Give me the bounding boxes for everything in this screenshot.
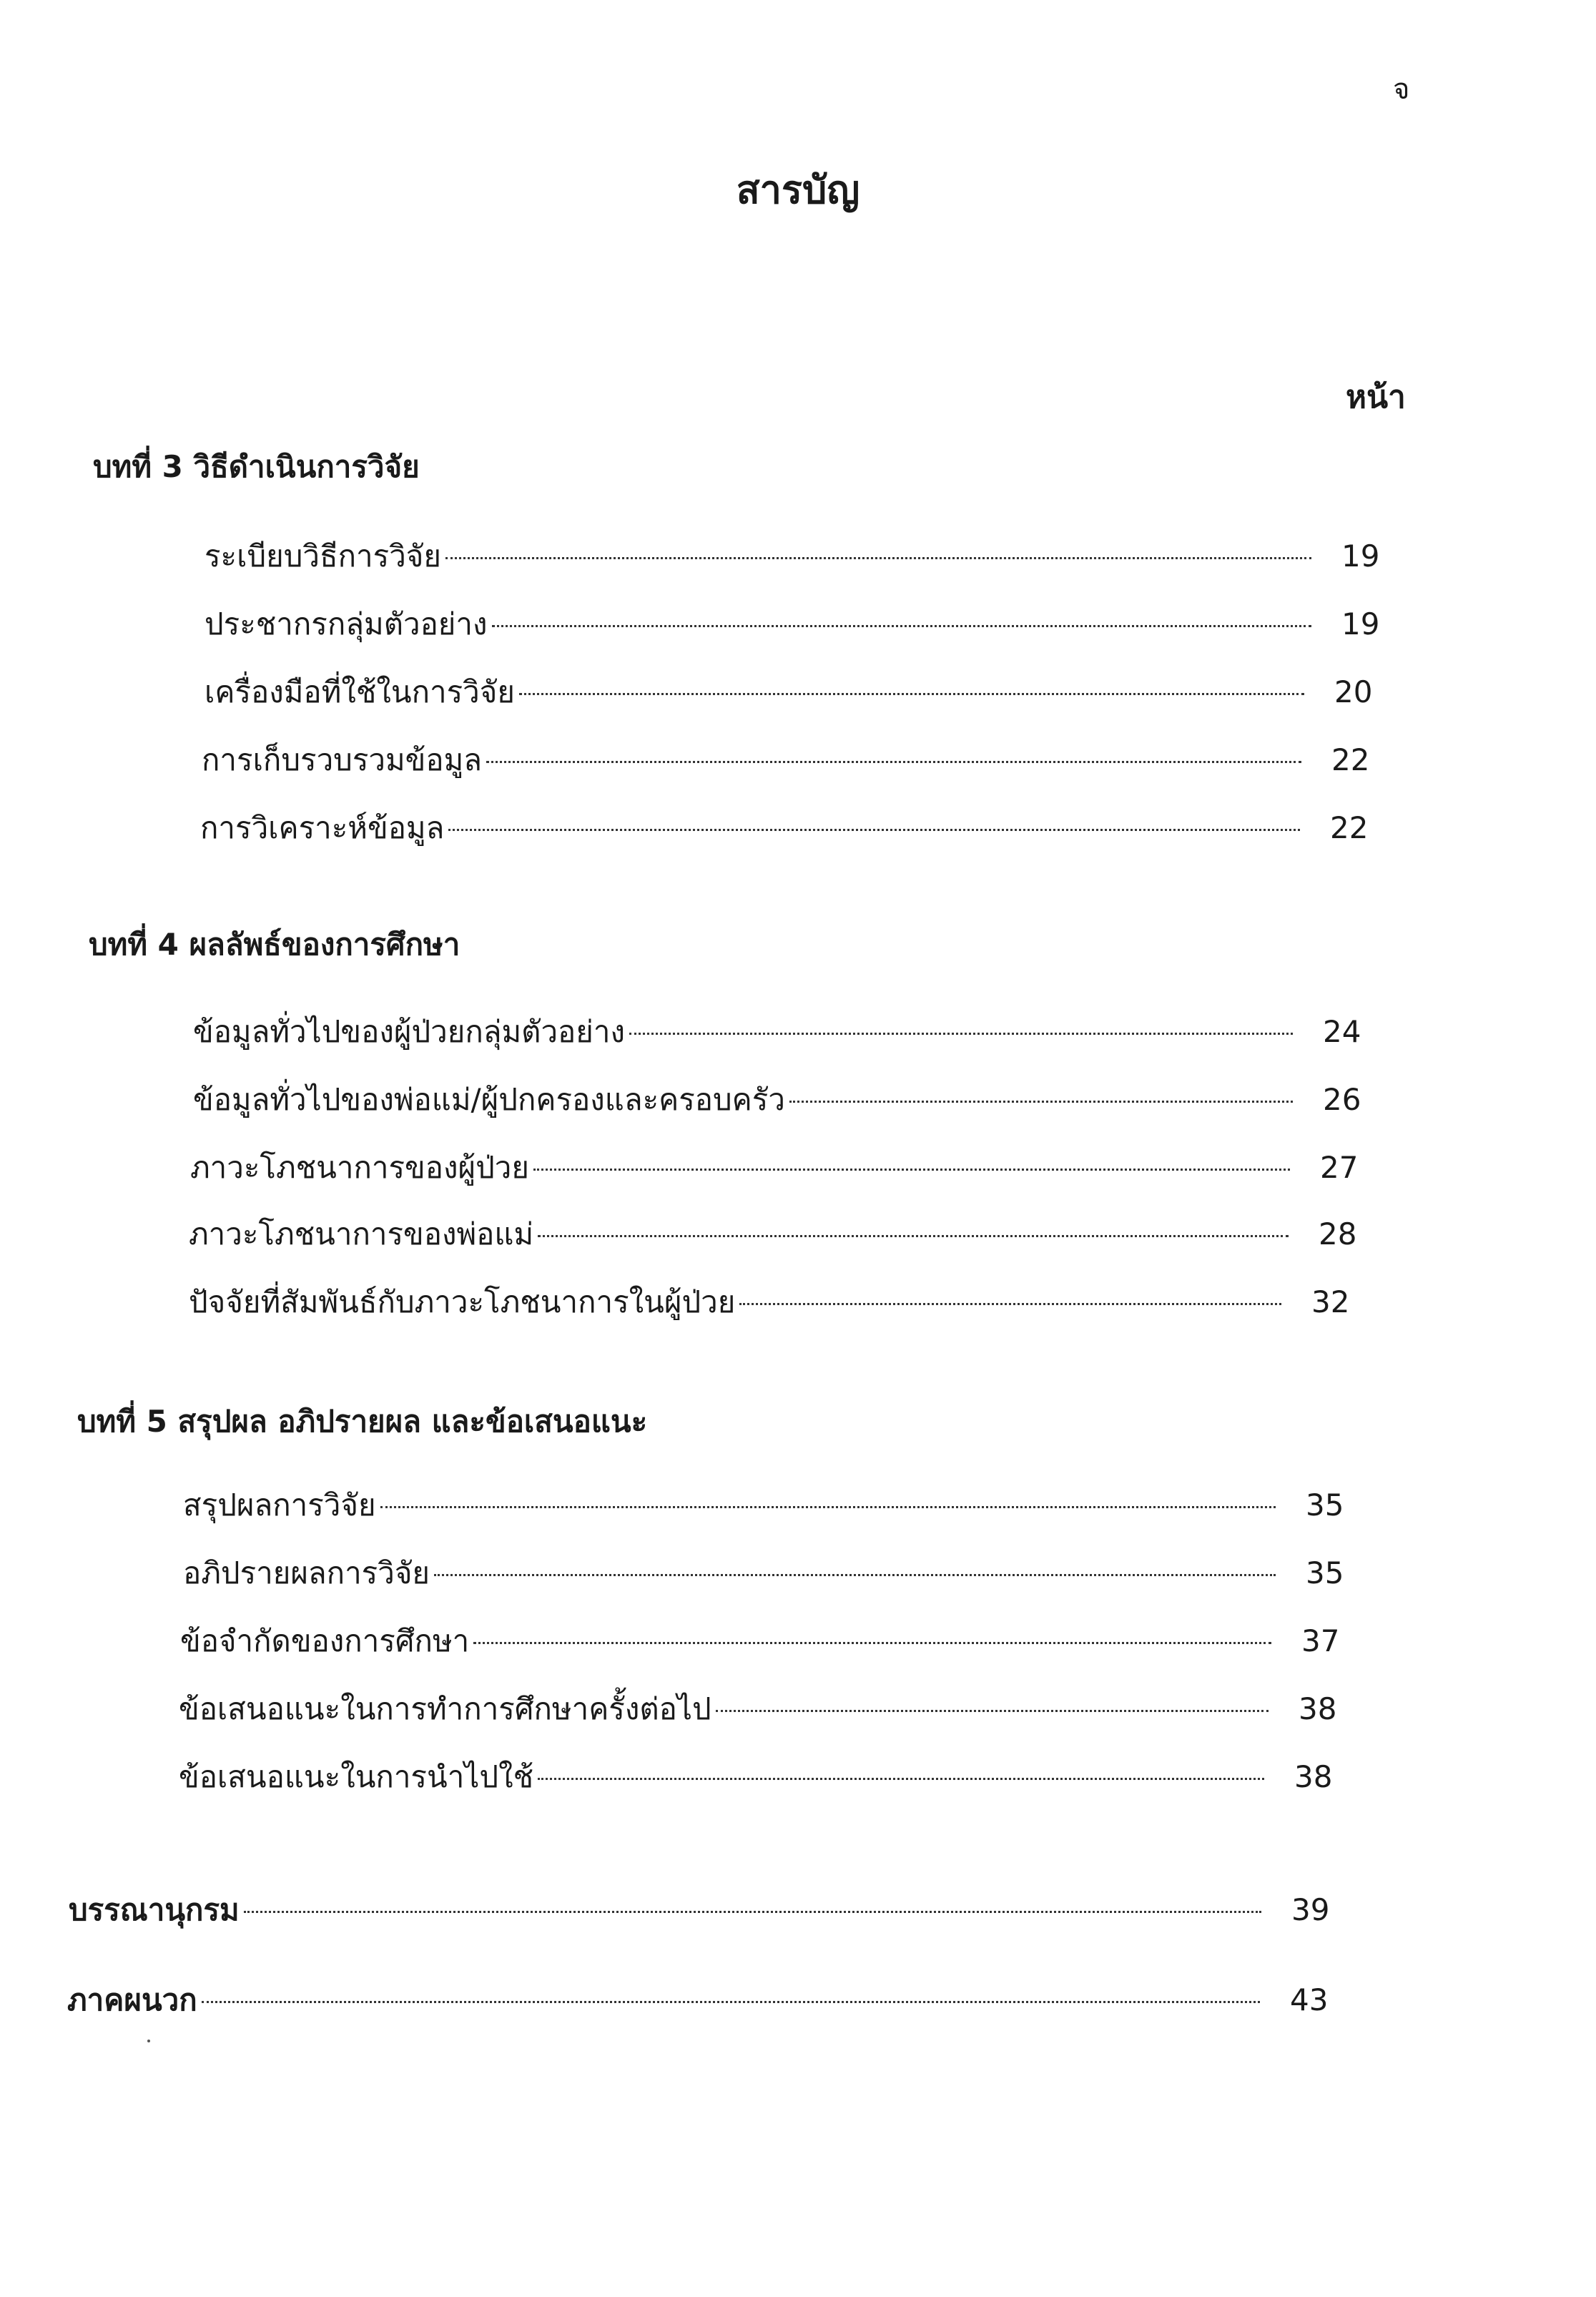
toc-entry-appendix[interactable]	[67, 1977, 1340, 2020]
toc-entry[interactable]	[183, 1482, 1356, 1525]
toc-entry-page: 38	[1294, 1759, 1333, 1794]
toc-entry-label: ภาวะโภชนาการของผู้ป่วย	[190, 1150, 529, 1185]
toc-entry[interactable]	[183, 1550, 1356, 1593]
toc-entry-label: ปัจจัยที่สัมพันธ์กับภาวะโภชนาการในผู้ป่วย	[189, 1284, 736, 1319]
dot-leader	[486, 761, 1301, 763]
page-column-header: หน้า	[1346, 379, 1406, 415]
dot-leader	[538, 1778, 1264, 1780]
toc-entry[interactable]	[190, 1144, 1370, 1187]
toc-entry[interactable]	[180, 1618, 1351, 1661]
toc-entry[interactable]	[205, 669, 1384, 712]
toc-entry-page: 19	[1341, 538, 1380, 574]
toc-entry-label: ข้อมูลทั่วไปของผู้ป่วยกลุ่มตัวอย่าง	[193, 1014, 625, 1049]
dot-leader	[492, 625, 1312, 627]
dot-leader	[629, 1033, 1293, 1035]
toc-entry-label: การเก็บรวบรวมข้อมูล	[202, 742, 483, 777]
toc-entry-label: ภาคผนวก	[67, 1982, 197, 2017]
toc-entry-label: ภาวะโภชนาการของพ่อแม่	[189, 1216, 534, 1251]
toc-entry-page: 24	[1323, 1014, 1361, 1049]
toc-entry-label: เครื่องมือที่ใช้ในการวิจัย	[205, 674, 515, 709]
toc-entry-page: 35	[1306, 1487, 1344, 1523]
dot-leader	[473, 1642, 1271, 1644]
toc-entry-page: 19	[1341, 606, 1380, 641]
chapter-5-heading: บทที่ 5 สรุปผล อภิปรายผล และข้อเสนอแนะ	[77, 1404, 648, 1439]
toc-entry[interactable]	[179, 1686, 1349, 1728]
toc-entry[interactable]	[193, 1008, 1373, 1051]
toc-entry-label: สรุปผลการวิจัย	[183, 1487, 376, 1523]
dot-leader	[434, 1574, 1276, 1576]
toc-entry-label: การวิเคราะห์ข้อมูล	[200, 810, 445, 845]
toc-entry-page: 39	[1291, 1892, 1330, 1927]
toc-entry[interactable]	[189, 1211, 1369, 1254]
dot-leader	[380, 1506, 1276, 1508]
chapter-3-heading: บทที่ 3 วิธีดำเนินการวิจัย	[93, 449, 420, 484]
toc-entry-label: ประชากรกลุ่มตัวอย่าง	[205, 606, 488, 641]
toc-entry-page: 22	[1331, 742, 1370, 777]
page-number: จ	[1393, 73, 1410, 106]
toc-entry[interactable]	[202, 737, 1381, 779]
toc-entry-page: 43	[1290, 1982, 1329, 2017]
toc-entry[interactable]	[193, 1076, 1373, 1119]
page-title: สารบัญ	[736, 167, 860, 212]
toc-entry-page: 38	[1299, 1691, 1337, 1726]
toc-entry-page: 28	[1319, 1216, 1357, 1251]
toc-entry[interactable]	[179, 1754, 1344, 1796]
toc-entry-label: ระเบียบวิธีการวิจัย	[205, 538, 441, 574]
toc-entry[interactable]	[205, 601, 1391, 644]
scan-speck	[147, 2040, 150, 2042]
toc-entry-label: บรรณานุกรม	[69, 1892, 240, 1927]
toc-entry-page: 20	[1334, 674, 1373, 709]
chapter-4-heading: บทที่ 4 ผลลัพธ์ของการศึกษา	[89, 927, 460, 962]
dot-leader	[789, 1101, 1293, 1103]
dot-leader	[244, 1911, 1261, 1913]
dot-leader	[445, 557, 1311, 559]
toc-entry[interactable]	[205, 533, 1391, 576]
dot-leader	[533, 1169, 1290, 1171]
toc-entry-label: ข้อเสนอแนะในการนำไปใช้	[179, 1759, 534, 1794]
toc-entry-page: 37	[1301, 1623, 1340, 1658]
toc-entry-page: 27	[1320, 1150, 1359, 1185]
toc-entry-page: 32	[1311, 1284, 1350, 1319]
toc-entry[interactable]	[200, 805, 1380, 847]
toc-entry-page: 35	[1306, 1555, 1344, 1590]
toc-entry-bibliography[interactable]	[69, 1887, 1341, 1929]
toc-entry-label: ข้อมูลทั่วไปของพ่อแม่/ผู้ปกครองและครอบครัว	[193, 1082, 785, 1117]
toc-entry[interactable]	[189, 1279, 1361, 1322]
dot-leader	[716, 1710, 1269, 1712]
toc-entry-label: ข้อจำกัดของการศึกษา	[180, 1623, 470, 1658]
dot-leader	[538, 1235, 1289, 1237]
dot-leader	[739, 1303, 1281, 1305]
dot-leader	[519, 693, 1304, 695]
dot-leader	[202, 2001, 1260, 2003]
toc-entry-label: ข้อเสนอแนะในการทำการศึกษาครั้งต่อไป	[179, 1691, 711, 1726]
toc-entry-label: อภิปรายผลการวิจัย	[183, 1555, 430, 1590]
toc-entry-page: 22	[1330, 810, 1369, 845]
dot-leader	[448, 829, 1300, 831]
toc-entry-page: 26	[1323, 1082, 1361, 1117]
